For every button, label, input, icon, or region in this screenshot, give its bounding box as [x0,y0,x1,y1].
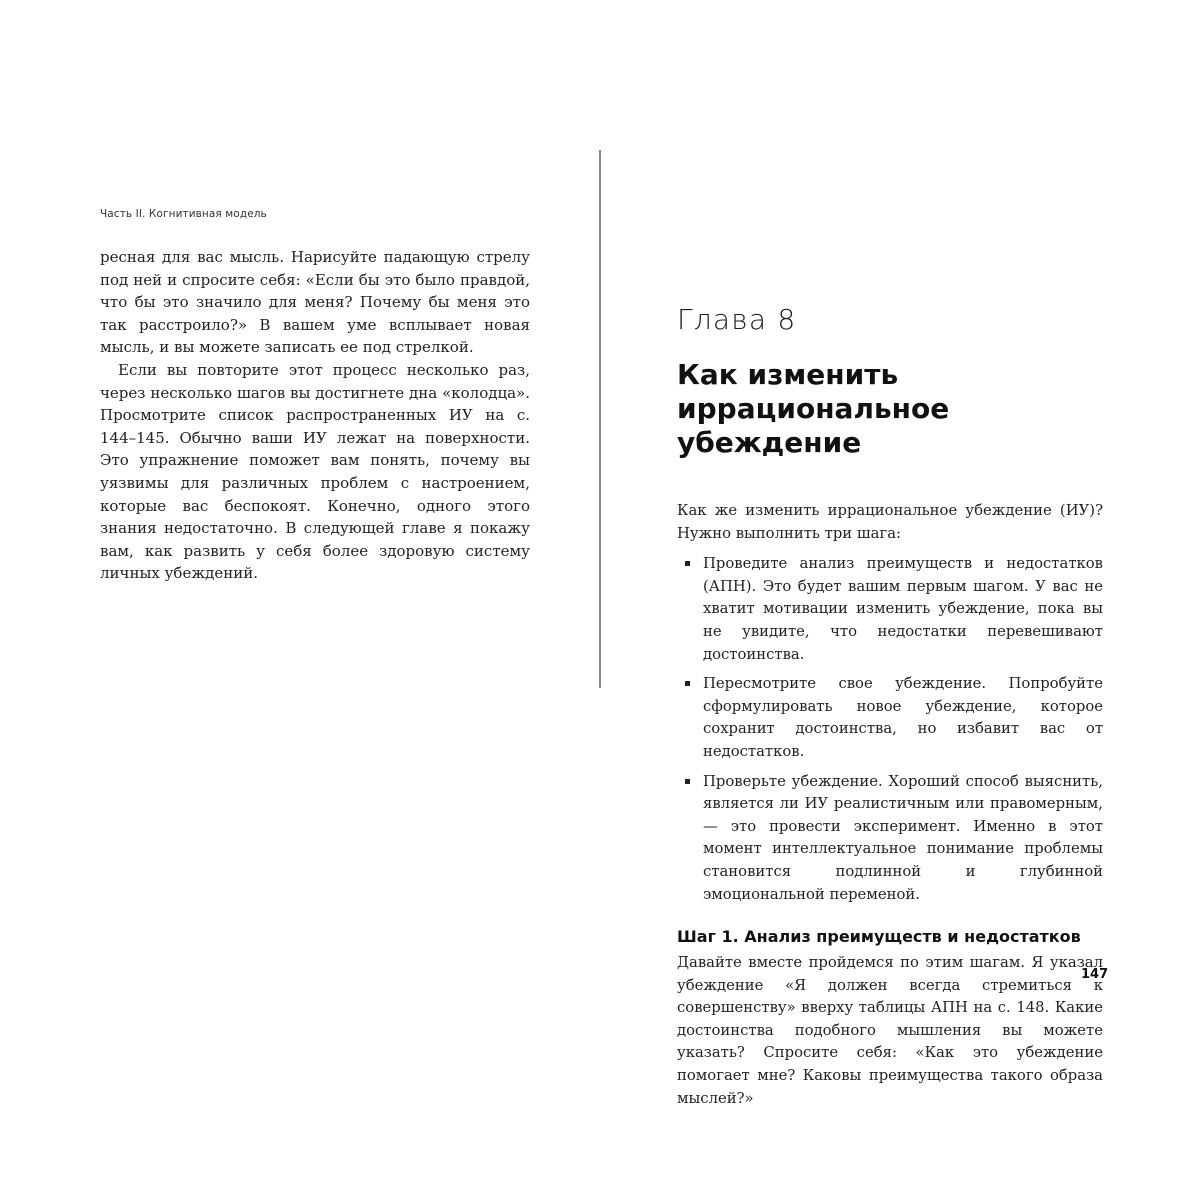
list-item [677,673,1103,763]
intro-paragraph: Как же изменить иррациональное убеждение (ИУ)? Нужно выполнить три шага: [677,502,1103,542]
left-paragraph-1: ресная для вас мысль. Нарисуйте падающую стрелу под ней и спросите себя: «Если бы это было правдой, что бы это значило для меня? Почему бы меня это так расстроило?» В вашем уме всплывает новая мысль, и вы можете записать ее под стрелкой. [100,248,530,357]
left-paragraph-2: Если вы повторите этот процесс несколько раз, через несколько шагов вы достигнете дна «колодца». Просмотрите список распространенных ИУ на с. 144–145. Обычно ваши ИУ лежат на поверхности. Это упражнение поможет вам понять, почему вы уязвимы для различных проблем с настроением, которые вас беспокоят. Конечно, одного этого знания недостаточно. В следующей главе я покажу вам, как развить у себя более здоровую систему личных убеждений. [100,360,530,583]
list-item [677,771,1103,907]
square-bullet-icon [685,779,690,784]
right-page [601,0,1200,1200]
chapter-label: Глава 8 [677,303,797,336]
steps-list [677,553,1103,906]
list-item-text: Пересмотрите свое убеждение. Попробуйте сформулировать новое убеждение, которое сохранит достоинства, но избавит вас от недостатков. [703,675,1103,760]
left-page-body [100,246,530,585]
running-head: Часть II. Когнитивная модель [100,208,267,220]
page-number: 147 [1081,967,1109,982]
list-item-text: Проведите анализ преимуществ и недостатков (АПН). Это будет вашим первым шагом. У вас не хватит мотивации изменить убеждение, пока вы не увидите, что недостатки перевешивают достоинства. [703,555,1103,663]
section-paragraph: Давайте вместе пройдемся по этим шагам. Я указал убеждение «Я должен всегда стремиться к совершенству» вверху таблицы АПН на с. 148. Какие достоинства подобного мышления вы можете указать? Спросите себя: «Как это убеждение помогает мне? Каковы преимущества такого образа мыслей?» [677,954,1103,1107]
chapter-title: Как изменить иррациональное убеждение [677,358,950,459]
list-item [677,553,1103,666]
square-bullet-icon [685,681,690,686]
section-heading: Шаг 1. Анализ преимуществ и недостатков [677,927,1081,947]
right-page-body [677,500,1109,1110]
list-item-text: Проверьте убеждение. Хороший способ выяснить, является ли ИУ реалистичным или правомерным, — это провести эксперимент. Именно в этот момент интеллектуальное понимание проблемы становится подлинной и глубинной эмоциональной переменой. [703,772,1103,903]
square-bullet-icon [685,561,690,566]
